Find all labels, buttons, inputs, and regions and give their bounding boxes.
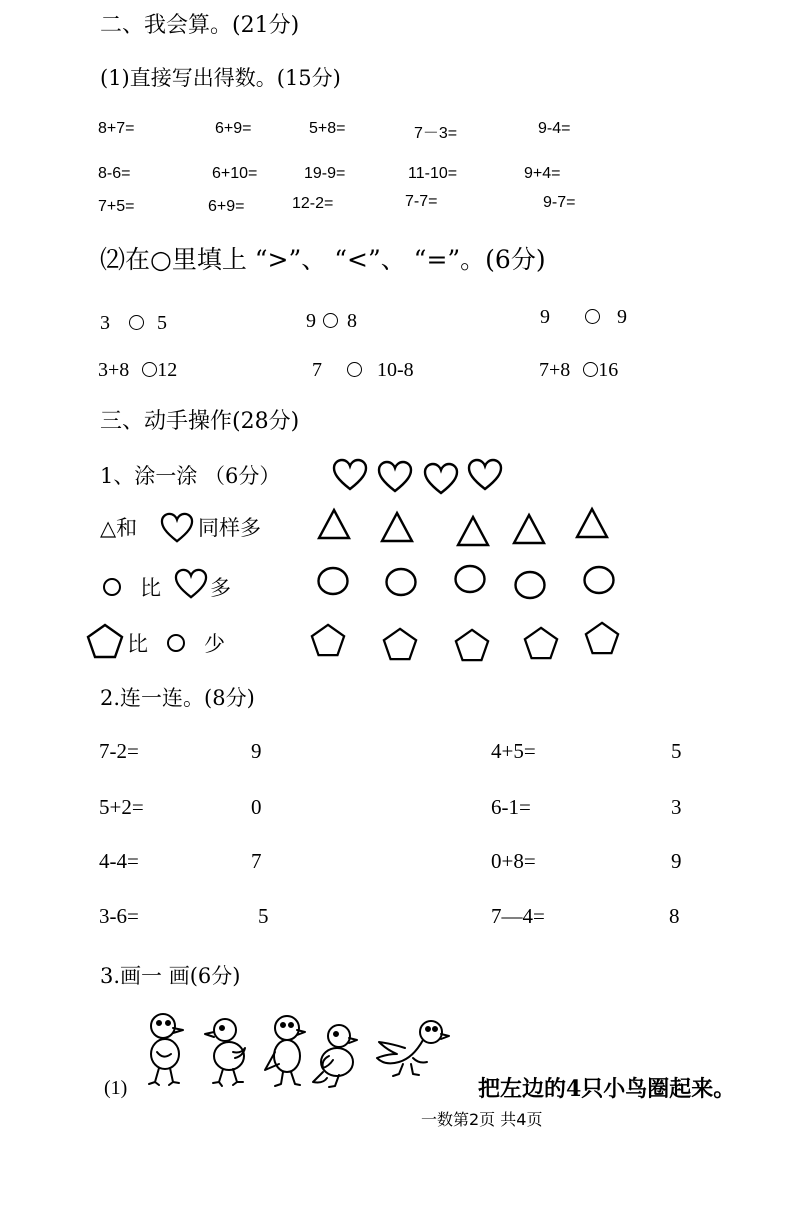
calc-r2-c4: 11-10= <box>408 165 458 182</box>
part-1-title: (1)直接写出得数。(15分) <box>100 66 341 90</box>
compare-left: 7+8 <box>539 359 571 381</box>
circle-shape[interactable] <box>513 569 547 601</box>
task-3-item-label: (1) <box>104 1077 128 1099</box>
answer-circle[interactable] <box>583 362 598 377</box>
row-1-label-b: 同样多 <box>198 516 261 540</box>
answer-circle[interactable] <box>347 362 362 377</box>
part-2-title: ⑵在○里填上 “>”、 “<”、 “=”。(6分) <box>100 245 546 274</box>
calc-r1-c1: 8+7= <box>98 120 135 137</box>
heart-icon <box>332 458 368 492</box>
pentagon-shape[interactable] <box>381 626 419 662</box>
match-right-expr-3[interactable]: 0+8= <box>491 849 536 873</box>
pentagon-shape[interactable] <box>453 627 491 663</box>
match-right-answer-4[interactable]: 8 <box>669 904 680 928</box>
circle-shape[interactable] <box>582 564 616 596</box>
triangle-shape[interactable] <box>511 512 547 546</box>
circle-shape[interactable] <box>453 563 487 595</box>
page-number: 一数第2页 共4页 <box>421 1110 543 1129</box>
heart-icon <box>160 512 194 544</box>
calc-r1-c3: 5+8= <box>309 120 346 137</box>
calc-r2-c2: 6+10= <box>212 165 258 182</box>
pentagon-shape[interactable] <box>522 625 560 661</box>
answer-circle[interactable] <box>585 309 600 324</box>
compare-1-3 <box>540 306 627 329</box>
triangle-shape[interactable] <box>574 506 610 540</box>
bird-icon[interactable] <box>149 1014 183 1085</box>
heart-icon <box>174 568 208 600</box>
match-right-expr-2[interactable]: 6-1= <box>491 795 531 819</box>
compare-2-3 <box>539 359 618 382</box>
section-3-title: 三、动手操作(28分) <box>100 409 300 434</box>
compare-2-1 <box>98 359 177 382</box>
calc-r3-c1: 7+5= <box>98 198 135 215</box>
section-2-title: 二、我会算。(21分) <box>100 13 300 38</box>
task-3-title: 3.画一 画(6分) <box>100 964 241 988</box>
bird-icon[interactable] <box>265 1016 305 1086</box>
task-2-title: 2.连一连。(8分) <box>100 686 255 710</box>
row-2-label-a: 比 <box>140 576 161 600</box>
answer-circle[interactable] <box>323 313 338 328</box>
match-left-expr-4[interactable]: 3-6= <box>99 904 139 928</box>
task-3-instruction: 把左边的4只小鸟圈起来。 <box>478 1076 736 1102</box>
row-3-label-b: 少 <box>204 632 225 656</box>
match-left-expr-1[interactable]: 7-2= <box>99 739 139 763</box>
match-left-expr-2[interactable]: 5+2= <box>99 795 144 819</box>
row-3-label-a: 比 <box>127 632 148 656</box>
heart-icon <box>377 460 413 494</box>
match-left-answer-3[interactable]: 7 <box>251 849 262 873</box>
compare-right: 5 <box>157 312 167 334</box>
row-1-label-a: △和 <box>100 516 138 540</box>
compare-1-1 <box>100 312 167 335</box>
calc-r3-c2: 6+9= <box>208 198 245 215</box>
bird-icon[interactable] <box>377 1021 449 1076</box>
heart-icon <box>423 462 459 496</box>
compare-1-2 <box>306 310 357 333</box>
match-left-answer-2[interactable]: 0 <box>251 795 262 819</box>
compare-right: 8 <box>347 310 357 332</box>
triangle-shape[interactable] <box>455 514 491 548</box>
pentagon-icon <box>85 622 125 660</box>
match-right-answer-2[interactable]: 3 <box>671 795 682 819</box>
row-2-label-b: 多 <box>210 576 231 600</box>
compare-right: 12 <box>157 359 178 381</box>
birds-illustration <box>143 1008 453 1090</box>
match-right-expr-1[interactable]: 4+5= <box>491 739 536 763</box>
calc-r1-c5: 9-4= <box>538 120 571 137</box>
calc-r2-c3: 19-9= <box>304 165 346 182</box>
match-left-expr-3[interactable]: 4-4= <box>99 849 139 873</box>
bird-icon[interactable] <box>313 1025 357 1087</box>
calc-r3-c5: 9-7= <box>543 194 576 211</box>
triangle-shape[interactable] <box>316 507 352 541</box>
match-right-expr-4[interactable]: 7—4= <box>491 904 545 928</box>
circle-shape[interactable] <box>316 565 350 597</box>
answer-circle[interactable] <box>142 362 157 377</box>
compare-right: 9 <box>617 306 627 328</box>
pentagon-shape[interactable] <box>583 620 621 656</box>
compare-left: 3 <box>100 312 110 334</box>
triangle-shape[interactable] <box>379 510 415 544</box>
calc-r1-c2: 6+9= <box>215 120 252 137</box>
compare-2-2 <box>312 359 414 382</box>
calc-r2-c1: 8-6= <box>98 165 131 182</box>
pentagon-shape[interactable] <box>309 622 347 658</box>
compare-left: 3+8 <box>98 359 130 381</box>
match-left-answer-1[interactable]: 9 <box>251 739 262 763</box>
calc-r1-c4: 7－3= <box>414 125 458 142</box>
bird-icon[interactable] <box>205 1019 245 1086</box>
match-right-answer-3[interactable]: 9 <box>671 849 682 873</box>
match-right-answer-1[interactable]: 5 <box>671 739 682 763</box>
task-1-title: 1、涂一涂 （6分） <box>100 464 281 488</box>
circle-icon <box>101 576 123 598</box>
calc-r3-c4: 7-7= <box>405 193 438 210</box>
answer-circle[interactable] <box>129 315 144 330</box>
compare-right: 16 <box>598 359 619 381</box>
circle-icon <box>165 632 187 654</box>
compare-right: 10-8 <box>377 359 414 381</box>
heart-icon <box>467 458 503 492</box>
match-left-answer-4[interactable]: 5 <box>258 904 269 928</box>
calc-r3-c3: 12-2= <box>292 195 334 212</box>
compare-left: 7 <box>312 359 322 381</box>
circle-shape[interactable] <box>384 566 418 598</box>
compare-left: 9 <box>306 310 316 332</box>
compare-left: 9 <box>540 306 550 328</box>
calc-r2-c5: 9+4= <box>524 165 561 182</box>
